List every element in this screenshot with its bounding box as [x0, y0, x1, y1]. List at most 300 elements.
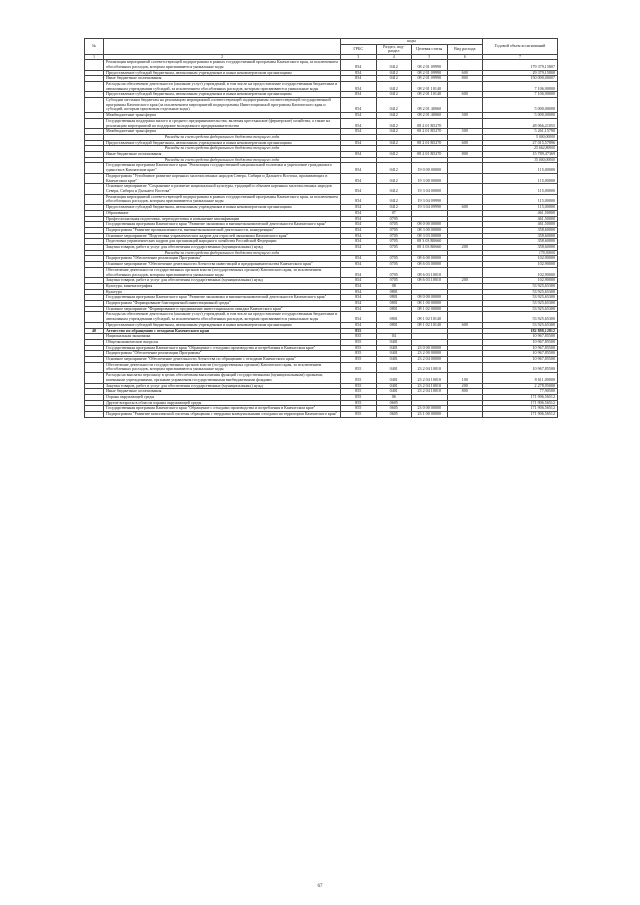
row-razdel: 0401: [376, 351, 412, 357]
row-grbs: 854: [341, 140, 377, 146]
row-name: Общеэкономические вопросы: [104, 339, 341, 345]
row-amount: 358,60000: [483, 245, 558, 251]
row-razdel: 07: [376, 210, 412, 216]
row-expense-type: 200: [447, 278, 483, 284]
row-amount: 102,90000: [483, 267, 558, 277]
row-name: Предоставление субсидий бюджетным, автономным учреждениям и иным некоммерческим организациям: [104, 92, 341, 98]
row-grbs: 855: [341, 389, 377, 395]
row-razdel: 0412: [376, 113, 412, 119]
row-target-article: 08 2 01 09990: [412, 70, 448, 76]
row-amount: 27 015,57896: [483, 140, 558, 146]
row-razdel: 0412: [376, 129, 412, 135]
row-target-article: 08 6 00 00000: [412, 256, 448, 262]
row-razdel: 04: [376, 334, 412, 340]
row-target-article: 23 2 04 10010: [412, 389, 448, 395]
row-name: Основное мероприятие "Обеспечение деятельности Агентства инвестиций и предпринимательства Камчатского края": [104, 262, 341, 268]
row-amount: 179 379,15807: [483, 60, 558, 70]
row-target-article: 23 2 04 00000: [412, 357, 448, 363]
row-amount: 10 967,85500: [483, 351, 558, 357]
row-target-article: 08 6 03 10010: [412, 267, 448, 277]
row-grbs: 854: [341, 289, 377, 295]
row-razdel: 0801: [376, 295, 412, 301]
row-name: Закупка товаров, работ и услуг для обеспечения государственных (муниципальных) нужд: [104, 245, 341, 251]
row-razdel: 0705: [376, 216, 412, 222]
row-expense-type: 600: [447, 92, 483, 98]
table-row: [85, 173, 558, 183]
row-grbs: 854: [341, 322, 377, 328]
row-grbs: 855: [341, 328, 377, 334]
row-grbs: 855: [341, 334, 377, 340]
row-expense-type: [447, 194, 483, 204]
row-target-article: 08 3 03 R0660: [412, 245, 448, 251]
row-razdel: 0412: [376, 81, 412, 91]
table-row: [85, 194, 558, 204]
row-name: Агентство по обращению с отходами Камчатского края: [104, 328, 341, 334]
row-name: Подпрограмма "Обеспечение реализации Программы": [104, 256, 341, 262]
row-name: Государственная поддержка малого и среднего предпринимательства, включая крестьянские (фермерские) хозяйства, а также на реализацию мероприятий по поддержке молодежного предпринимательства: [104, 118, 341, 128]
row-name: Обеспечение деятельности государственных органов власти (государственных органов) Камчатского края, за исключением обособленных расходов, которым присваиваются уникальные коды: [104, 267, 341, 277]
row-target-article: 08 0 00 00000: [412, 295, 448, 301]
row-grbs: 854: [341, 173, 377, 183]
header-name: [104, 39, 341, 55]
row-name: Основное мероприятие "Обеспечение деятельности Агентства по обращению с отходами Камчатского края": [104, 357, 341, 363]
column-index: 2: [104, 55, 341, 60]
row-amount: 7 106,90000: [483, 81, 558, 91]
row-name: Основное мероприятие "Формирование и продвижение инвестиционного имиджа Камчатского края": [104, 306, 341, 312]
row-razdel: 0705: [376, 267, 412, 277]
row-number: [85, 373, 104, 383]
row-grbs: 855: [341, 395, 377, 401]
row-grbs: 855: [341, 383, 377, 389]
row-amount: 102,90000: [483, 278, 558, 284]
row-name: Культура: [104, 289, 341, 295]
row-name: Государственная программа Камчатского края "Обращение с отходами производства и потребления в Камчатском крае": [104, 406, 341, 412]
row-razdel: 0401: [376, 339, 412, 345]
row-amount: 53 925,65300: [483, 283, 558, 289]
row-grbs: 854: [341, 70, 377, 76]
row-razdel: 0412: [376, 98, 412, 113]
row-name: Культура, кинематография: [104, 283, 341, 289]
row-amount: 8 611,00000: [483, 373, 558, 383]
table-body: [85, 60, 558, 418]
row-razdel: 0705: [376, 278, 412, 284]
row-amount: 10 967,85500: [483, 334, 558, 340]
row-expense-type: [447, 173, 483, 183]
row-grbs: 854: [341, 278, 377, 284]
row-grbs: 854: [341, 222, 377, 228]
row-amount: 461,50000: [483, 222, 558, 228]
row-amount: 358,60000: [483, 227, 558, 233]
row-number: [85, 362, 104, 372]
row-grbs: 854: [341, 76, 377, 82]
row-number: [85, 312, 104, 322]
row-grbs: 854: [341, 205, 377, 211]
row-amount: 115,00000: [483, 194, 558, 204]
page-number: 67: [317, 884, 323, 889]
column-index: 5: [412, 55, 448, 60]
row-amount: 461,50000: [483, 216, 558, 222]
row-grbs: 855: [341, 339, 377, 345]
row-target-article: 19 3 04 00000: [412, 184, 448, 194]
row-name: Подпрограмма "Формирование благоприятной инвестиционной среды": [104, 301, 341, 307]
row-expense-type: 100: [447, 373, 483, 383]
row-target-article: 19 3 04 09990: [412, 194, 448, 204]
row-target-article: 08 2 01 R5270: [412, 152, 448, 158]
row-target-article: 19 3 04 09990: [412, 205, 448, 211]
row-target-article: 08 1 02 10140: [412, 312, 448, 322]
header-codes-group: коды: [341, 39, 483, 45]
row-expense-type: 800: [447, 152, 483, 158]
row-name: Расходы за счет средств федерального бюджета текущего года: [104, 250, 341, 256]
row-grbs: 855: [341, 351, 377, 357]
row-grbs: 854: [341, 129, 377, 135]
row-target-article: 08 3 00 00000: [412, 227, 448, 233]
row-amount: 53 925,65300: [483, 306, 558, 312]
row-amount: 53 925,65300: [483, 301, 558, 307]
row-amount: 53 925,65300: [483, 312, 558, 322]
row-expense-type: 200: [447, 383, 483, 389]
row-grbs: 855: [341, 373, 377, 383]
row-amount: 15 789,47369: [483, 152, 558, 158]
row-grbs: 855: [341, 412, 377, 418]
row-razdel: 0401: [376, 357, 412, 363]
row-razdel: 0705: [376, 239, 412, 245]
row-name: Предоставление субсидий бюджетным, автономным учреждениям и иным некоммерческим организациям: [104, 205, 341, 211]
row-name: Государственная программа Камчатского края "Развитие экономики и внешнеэкономической деятельности Камчатского края": [104, 222, 341, 228]
row-name: Профессиональная подготовка, переподготовка и повышение квалификации: [104, 216, 341, 222]
column-index: 3: [341, 55, 377, 60]
row-name: Государственная программа Камчатского края "Обращение с отходами производства и потребления в Камчатском крае": [104, 345, 341, 351]
row-grbs: 854: [341, 256, 377, 262]
row-razdel: 0801: [376, 312, 412, 322]
row-number: [85, 60, 104, 70]
row-expense-type: [447, 267, 483, 277]
row-expense-type: 600: [447, 205, 483, 211]
row-amount: 171 906,56512: [483, 406, 558, 412]
row-razdel: 0412: [376, 152, 412, 158]
row-amount: 5 000,00000: [483, 113, 558, 119]
row-grbs: 854: [341, 239, 377, 245]
row-grbs: 854: [341, 283, 377, 289]
row-razdel: 0401: [376, 362, 412, 372]
row-number: 40: [85, 328, 104, 334]
row-amount: 7 106,90000: [483, 92, 558, 98]
row-name: Подготовка управленческих кадров для организаций народного хозяйства Российской Федерации: [104, 239, 341, 245]
row-razdel: 0401: [376, 345, 412, 351]
row-target-article: 08 2 01 R5270: [412, 129, 448, 135]
row-target-article: 08 2 01 R5270: [412, 140, 448, 146]
row-grbs: 855: [341, 400, 377, 406]
row-razdel: 0412: [376, 173, 412, 183]
row-amount: 115,00000: [483, 173, 558, 183]
row-name: Иные бюджетные ассигнования: [104, 152, 341, 158]
row-name: Предоставление субсидий бюджетным, автономным учреждениям и иным некоммерческим организациям: [104, 322, 341, 328]
row-name: Межбюджетные трансферты: [104, 129, 341, 135]
row-target-article: 23 2 04 10010: [412, 362, 448, 372]
header-sum: Годовой объем ассигнований: [483, 39, 558, 55]
row-grbs: 854: [341, 92, 377, 98]
row-amount: 5 000,00000: [483, 98, 558, 113]
row-expense-type: [447, 312, 483, 322]
table-row: [85, 362, 558, 372]
row-name: Обеспечение деятельности государственных органов власти (государственных органов) Камчатского края, за исключением обособленных расходов, которым присваиваются уникальные коды: [104, 362, 341, 372]
row-expense-type: [447, 81, 483, 91]
row-name: Государственная программа Камчатского края "Развитие экономики и внешнеэкономической деятельности Камчатского края": [104, 295, 341, 301]
table-header-row-1: [85, 39, 558, 45]
row-razdel: 0401: [376, 373, 412, 383]
row-name: Расходы на обеспечение деятельности (оказание услуг) учреждений, в том числе на предоставление государственным бюджетным и автономным учреждениям субсидий, за исключением обособленных расходов, которым присваиваются уникальные коды: [104, 81, 341, 91]
row-target-article: 08 2 01 R5270: [412, 118, 448, 128]
row-target-article: 23 0 00 00000: [412, 406, 448, 412]
row-amount: 171 906,56512: [483, 400, 558, 406]
row-number: [85, 98, 104, 113]
row-amount: 10 967,85500: [483, 357, 558, 363]
row-amount: 115,00000: [483, 184, 558, 194]
row-amount: 171 906,56512: [483, 412, 558, 418]
row-expense-type: 600: [447, 140, 483, 146]
row-expense-type: [447, 118, 483, 128]
table-row: [85, 312, 558, 322]
table-row: [85, 184, 558, 194]
row-grbs: 854: [341, 233, 377, 239]
row-grbs: 854: [341, 216, 377, 222]
row-target-article: 08 1 00 00000: [412, 301, 448, 307]
row-target-article: 08 1 02 00000: [412, 306, 448, 312]
row-razdel: 0705: [376, 233, 412, 239]
row-razdel: 08: [376, 283, 412, 289]
row-amount: 48 066,21055: [483, 118, 558, 128]
row-amount: 10 967,85500: [483, 345, 558, 351]
row-target-article: 23 1 00 00000: [412, 412, 448, 418]
row-razdel: 0412: [376, 140, 412, 146]
row-razdel: 0801: [376, 301, 412, 307]
table-row: [85, 163, 558, 173]
row-name: Иные бюджетные ассигнования: [104, 76, 341, 82]
row-name: Подпрограмма "Устойчивое развитие коренных малочисленных народов Севера, Сибири и Дальнего Востока, проживающих в Камчатском крае": [104, 173, 341, 183]
row-razdel: 0401: [376, 389, 412, 395]
row-expense-type: [447, 362, 483, 372]
row-target-article: 23 2 04 10010: [412, 373, 448, 383]
row-target-article: 08 2 01 40060: [412, 98, 448, 113]
row-number: [85, 173, 104, 183]
row-amount: 115,00000: [483, 205, 558, 211]
row-razdel: 06: [376, 395, 412, 401]
row-razdel: 0412: [376, 60, 412, 70]
row-grbs: 854: [341, 194, 377, 204]
row-amount: 53 925,65300: [483, 289, 558, 295]
row-razdel: 0705: [376, 222, 412, 228]
row-name: Предоставление субсидий бюджетным, автономным учреждениям и иным некоммерческим организациям: [104, 140, 341, 146]
table-row: [85, 118, 558, 128]
row-grbs: 854: [341, 163, 377, 173]
header-csr: Целевая статья: [412, 44, 448, 54]
row-amount: 53 925,65300: [483, 322, 558, 328]
row-number: [85, 118, 104, 128]
row-number: [85, 81, 104, 91]
row-amount: 10 967,85500: [483, 362, 558, 372]
row-target-article: 08 6 03 00000: [412, 262, 448, 268]
row-name: Подпрограмма "Развитие комплексной системы обращения с твердыми коммунальными отходами на территории Камчатского края": [104, 412, 341, 418]
row-amount: 150 000,00007: [483, 76, 558, 82]
row-name: Реализация мероприятий соответствующей подпрограммы в рамках государственной программы Камчатского края, за исключением обособленных расходов, которым присваиваются уникальные коды: [104, 194, 341, 204]
row-name: Расходы за счет средств федерального бюджета текущего года: [104, 134, 341, 140]
row-number: [85, 163, 104, 173]
row-name: Подпрограмма "Развитие промышленности, внешнеэкономической деятельности, конкуренции": [104, 227, 341, 233]
row-grbs: 855: [341, 406, 377, 412]
row-target-article: 08 2 01 10140: [412, 92, 448, 98]
row-name: Иные бюджетные ассигнования: [104, 389, 341, 395]
row-target-article: 23 0 00 00000: [412, 345, 448, 351]
row-razdel: 0705: [376, 245, 412, 251]
row-amount: 2 278,95000: [483, 383, 558, 389]
row-amount: 182 888,12812: [483, 328, 558, 334]
row-target-article: 08 3 03 00000: [412, 233, 448, 239]
row-razdel: 0705: [376, 262, 412, 268]
row-grbs: 854: [341, 245, 377, 251]
row-amount: 5 000,00000: [483, 134, 558, 140]
row-grbs: 854: [341, 295, 377, 301]
row-target-article: 08 2 01 09990: [412, 60, 448, 70]
row-amount: 115,00000: [483, 163, 558, 173]
row-name: Основное мероприятие "Сохранение и развитие национальной культуры, традиций и обычаев коренных малочисленных народов Севера, Сибири и Дальнего Востока": [104, 184, 341, 194]
row-grbs: 854: [341, 184, 377, 194]
row-name: Закупка товаров, работ и услуг для обеспечения государственных (муниципальных) нужд: [104, 383, 341, 389]
row-razdel: 0801: [376, 322, 412, 328]
row-razdel: 0412: [376, 184, 412, 194]
row-amount: 179,30000: [483, 250, 558, 256]
table-row: [85, 373, 558, 383]
row-expense-type: [447, 60, 483, 70]
header-num: №: [85, 39, 104, 55]
row-amount: 15 000,00000: [483, 157, 558, 163]
budget-allocation-table: [84, 38, 558, 418]
row-razdel: 0412: [376, 92, 412, 98]
row-target-article: 23 2 04 10010: [412, 383, 448, 389]
column-index: 6: [447, 55, 483, 60]
table-row: [85, 412, 558, 418]
row-amount: 5 261,15790: [483, 129, 558, 135]
row-target-article: 08 2 01 40060: [412, 113, 448, 119]
table-row: [85, 98, 558, 113]
row-amount: 77,90500: [483, 389, 558, 395]
header-grbs: ГРБС: [341, 44, 377, 54]
row-grbs: 855: [341, 357, 377, 363]
row-grbs: 855: [341, 345, 377, 351]
row-razdel: 0705: [376, 227, 412, 233]
row-target-article: 19 3 00 00000: [412, 173, 448, 183]
row-razdel: 0412: [376, 194, 412, 204]
row-expense-type: 200: [447, 245, 483, 251]
row-expense-type: 500: [447, 113, 483, 119]
row-expense-type: 800: [447, 76, 483, 82]
row-razdel: 0605: [376, 400, 412, 406]
row-grbs: 854: [341, 152, 377, 158]
row-target-article: 23 2 00 00000: [412, 351, 448, 357]
row-expense-type: [447, 98, 483, 113]
row-amount: 29 379,15800: [483, 70, 558, 76]
row-grbs: 854: [341, 301, 377, 307]
row-razdel: 0412: [376, 76, 412, 82]
row-expense-type: [447, 412, 483, 418]
row-razdel: 0705: [376, 256, 412, 262]
row-razdel: 0801: [376, 306, 412, 312]
row-grbs: 854: [341, 227, 377, 233]
row-target-article: 08 2 01 09990: [412, 76, 448, 82]
row-target-article: 08 6 03 10010: [412, 278, 448, 284]
table-row: [85, 267, 558, 277]
row-grbs: 854: [341, 262, 377, 268]
row-grbs: 854: [341, 81, 377, 91]
row-name: Расходы за счет средств федерального бюджета текущего года: [104, 146, 341, 152]
row-name: Образование: [104, 210, 341, 216]
row-amount: 358,60000: [483, 239, 558, 245]
column-index: 7: [483, 55, 558, 60]
header-razdel: Раздел, под-раздел: [376, 44, 412, 54]
row-grbs: 854: [341, 60, 377, 70]
row-name: Другие вопросы в области охраны окружающей среды: [104, 400, 341, 406]
row-expense-type: 600: [447, 70, 483, 76]
row-razdel: 0412: [376, 163, 412, 173]
row-name: Расходы за счет средств федерального бюджета текущего года: [104, 157, 341, 163]
row-grbs: 854: [341, 312, 377, 322]
column-index: 4: [376, 55, 412, 60]
row-grbs: 855: [341, 362, 377, 372]
row-name: Реализация мероприятий соответствующей подпрограммы в рамках государственной программы Камчатского края, за исключением обособленных расходов, которым присваиваются уникальные коды: [104, 60, 341, 70]
row-amount: 25 662,80000: [483, 146, 558, 152]
row-amount: 461,50000: [483, 210, 558, 216]
row-name: Государственная программа Камчатского края "Реализация государственной национальной политики и укрепление гражданского единства в Камчатском крае": [104, 163, 341, 173]
row-name: Охрана окружающей среды: [104, 395, 341, 401]
table-row: [85, 60, 558, 70]
row-grbs: 854: [341, 267, 377, 277]
row-expense-type: [447, 184, 483, 194]
row-razdel: 0401: [376, 383, 412, 389]
row-amount: 102,90000: [483, 256, 558, 262]
row-target-article: 08 3 03 R0660: [412, 239, 448, 245]
row-number: [85, 184, 104, 194]
row-amount: 10 967,85500: [483, 339, 558, 345]
row-name: Расходы на обеспечение деятельности (оказание услуг) учреждений, в том числе на предоставление государственным бюджетным и автономным учреждениям субсидий, за исключением обособленных расходов, которым присваиваются уникальные коды: [104, 312, 341, 322]
header-vr: Вид расхода: [447, 44, 483, 54]
row-expense-type: 500: [447, 129, 483, 135]
table-row: [85, 81, 558, 91]
row-target-article: 08 2 01 10140: [412, 81, 448, 91]
row-razdel: 0412: [376, 70, 412, 76]
row-grbs: 854: [341, 113, 377, 119]
row-razdel: 0605: [376, 406, 412, 412]
row-name: Межбюджетные трансферты: [104, 113, 341, 119]
row-expense-type: 800: [447, 389, 483, 395]
row-amount: 102,90000: [483, 262, 558, 268]
row-target-article: 08 0 00 00000: [412, 222, 448, 228]
row-expense-type: [447, 163, 483, 173]
row-razdel: 0412: [376, 118, 412, 128]
row-name: Предоставление субсидий бюджетным, автономным учреждениям и иным некоммерческим организациям: [104, 70, 341, 76]
row-number: [85, 194, 104, 204]
row-grbs: 854: [341, 306, 377, 312]
row-number: [85, 267, 104, 277]
row-amount: 171 906,56512: [483, 395, 558, 401]
row-name: Подпрограмма "Обеспечение реализации Программы": [104, 351, 341, 357]
row-razdel: 0605: [376, 412, 412, 418]
budget-table-sheet: [84, 38, 558, 418]
row-grbs: 854: [341, 210, 377, 216]
row-expense-type: 600: [447, 322, 483, 328]
row-name: Субсидии местным бюджетам на реализацию мероприятий соответствующей подпрограммы соответствующей государственной программы Камчатского края (за исключением мероприятий подпрограммы Инвестиционной программы Камчатского края и субсидий, которым присвоены отдельные коды): [104, 98, 341, 113]
row-grbs: 854: [341, 98, 377, 113]
row-target-article: 08 1 02 10140: [412, 322, 448, 328]
row-name: Расходы на выплаты персоналу в целях обеспечения выполнения функций государственными (муниципальными) органами, казенными учреждениями, органами управления государственными внебюджетными фондами: [104, 373, 341, 383]
